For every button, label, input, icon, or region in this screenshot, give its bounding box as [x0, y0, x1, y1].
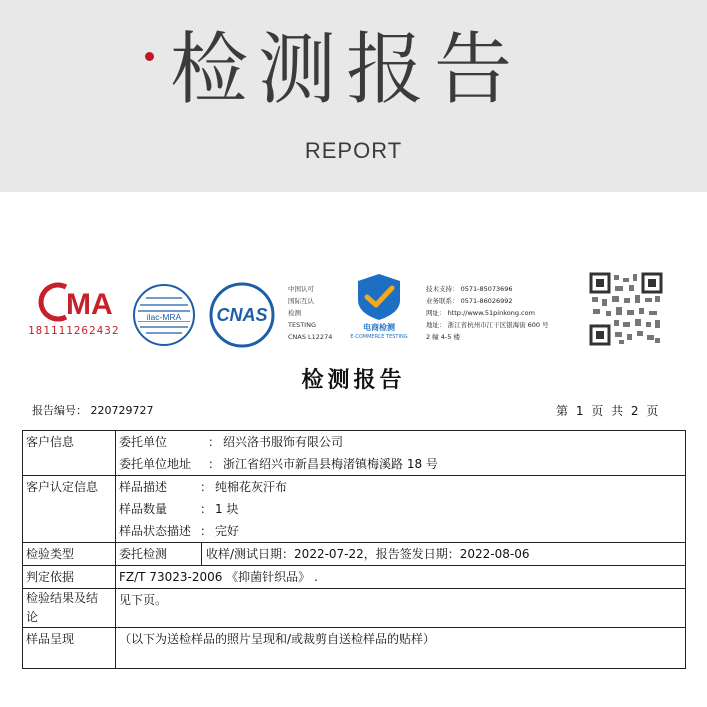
- row-label: 客户信息: [23, 431, 116, 476]
- table-row: [23, 431, 686, 476]
- contact-info: [426, 283, 549, 343]
- inspection-dates: 收样/测试日期：2022-07-22，报告签发日期：2022-08-06: [206, 547, 530, 561]
- contact-line: 业务联系： 0571-86026992: [426, 297, 513, 305]
- cert-line: CNAS L12274: [288, 333, 333, 341]
- ecommerce-testing-logo: [348, 270, 410, 340]
- cert-line: 检测: [288, 309, 301, 317]
- header-banner: [0, 0, 707, 192]
- row-label: 样品呈现: [23, 628, 116, 669]
- table-row: [23, 589, 686, 628]
- row-content: [116, 476, 686, 543]
- report-number: 报告编号： 220729727: [32, 404, 154, 417]
- cma-number: 181111262432: [28, 324, 120, 337]
- row-content: FZ/T 73023-2006 《抑菌针织品》 .: [116, 566, 686, 589]
- contact-line: 网址： http://www.51pinkong.com: [426, 309, 535, 317]
- row-content: [116, 431, 686, 476]
- ilac-mra-logo: [132, 283, 196, 347]
- accent-dot: [145, 52, 154, 61]
- row-label: 检验类型: [23, 543, 116, 566]
- qr-code: [589, 272, 663, 346]
- cert-info: [288, 283, 332, 343]
- inspection-type: 委托检测: [116, 543, 202, 565]
- table-row: [23, 543, 686, 566]
- table-row: [23, 476, 686, 543]
- document-title: 检测报告: [301, 367, 406, 393]
- field-line: 样品数量 ： 1 块: [119, 502, 239, 516]
- cma-label: MA: [66, 288, 113, 321]
- cert-line: TESTING: [288, 321, 316, 329]
- row-label: 客户认定信息: [23, 476, 116, 543]
- ecommerce-cn: 电商检测: [363, 323, 395, 332]
- field-line: 样品状态描述 ： 完好: [119, 524, 240, 538]
- ilac-label: ilac-MRA: [146, 312, 182, 322]
- table-row: [23, 628, 686, 669]
- row-content: （以下为送检样品的照片呈现和/或裁剪自送检样品的贴样）: [116, 628, 686, 669]
- field-line: 委托单位地址 ： 浙江省绍兴市新昌县梅渚镇梅溪路 18 号: [119, 457, 438, 471]
- banner-subtitle: REPORT: [304, 138, 403, 163]
- banner-title: 检测报告: [170, 25, 523, 115]
- ecommerce-en: E-COMMERCE TESTING: [350, 334, 408, 340]
- contact-line: 2 幢 4-5 楼: [426, 333, 460, 341]
- row-content: 见下页。: [116, 589, 686, 628]
- cert-line: 国际互认: [288, 297, 314, 305]
- field-line: 样品描述 ： 纯棉花灰汗布: [119, 480, 288, 494]
- cnas-label: CNAS: [216, 305, 268, 325]
- field-line: 委托单位 ： 绍兴洛书服饰有限公司: [119, 435, 344, 449]
- page-count: 第 1 页 共 2 页: [556, 404, 661, 418]
- cma-logo: [26, 281, 122, 323]
- contact-line: 地址： 浙江省杭州市江干区银海街 600 号: [426, 321, 549, 329]
- row-label: 检验结果及结论: [23, 589, 116, 628]
- table-row: [23, 566, 686, 589]
- row-content: [116, 543, 686, 566]
- contact-line: 技术支持： 0571-85073696: [426, 285, 513, 293]
- row-label: 判定依据: [23, 566, 116, 589]
- cert-line: 中国认可: [288, 285, 314, 293]
- report-info-table: [22, 430, 686, 669]
- cnas-logo: [203, 282, 281, 348]
